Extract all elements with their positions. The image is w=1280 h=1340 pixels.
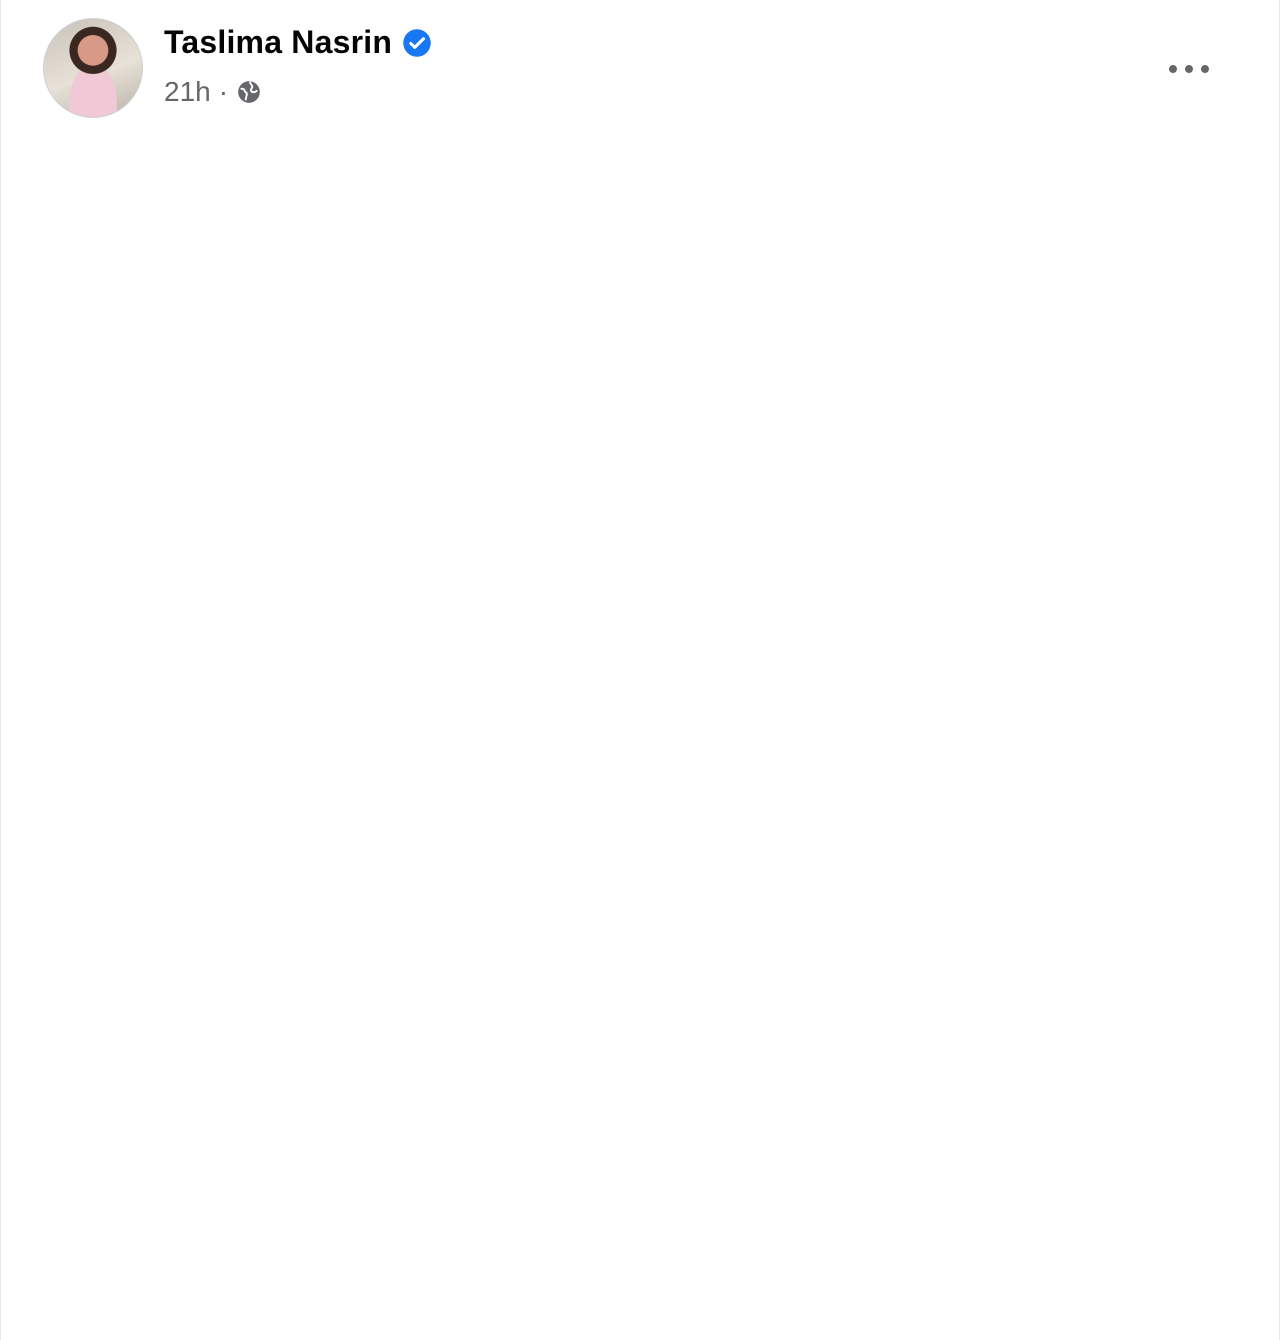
post-timestamp[interactable]: 21h [164, 76, 211, 107]
globe-icon[interactable] [236, 79, 262, 105]
post-meta [164, 76, 262, 108]
author-name[interactable]: Taslima Nasrin [164, 24, 393, 60]
more-options-icon[interactable] [1159, 54, 1219, 84]
author-name-row [164, 24, 432, 61]
post-content [43, 142, 1243, 156]
meta-separator: · [218, 76, 229, 107]
verified-badge-icon [402, 28, 432, 58]
post-header [41, 18, 1239, 118]
author-avatar[interactable] [43, 18, 143, 118]
